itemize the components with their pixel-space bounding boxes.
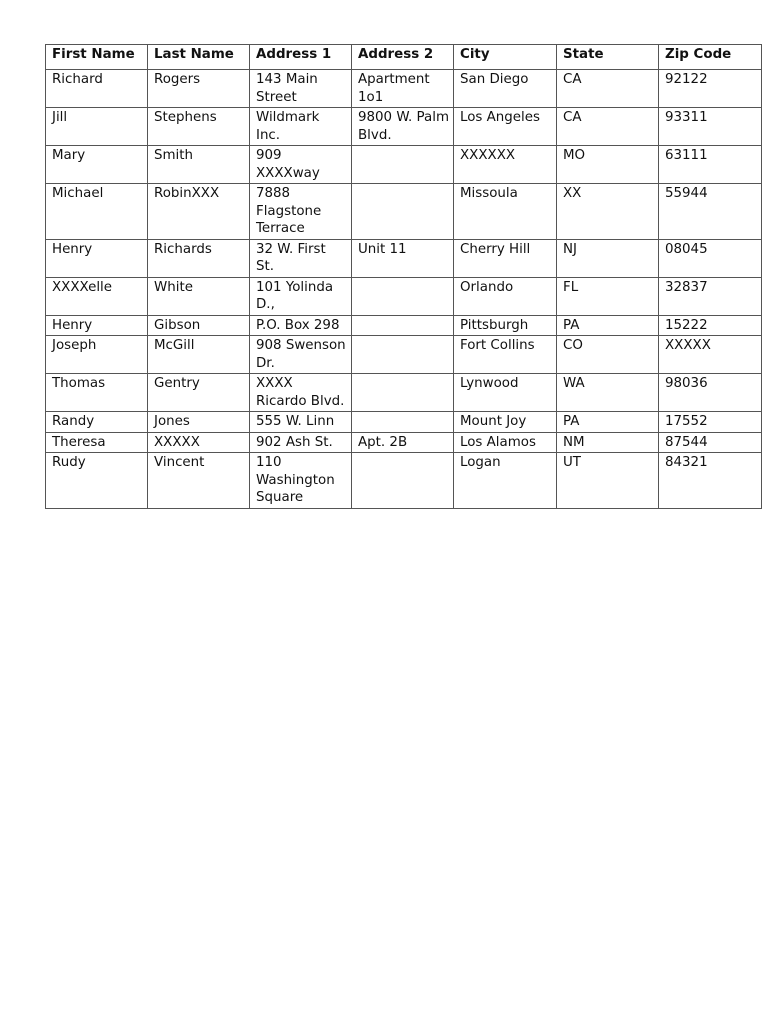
cell-zip-code: 84321 [659, 453, 762, 509]
cell-city: Fort Collins [454, 336, 557, 374]
table-row [46, 146, 762, 184]
cell-address-2 [352, 315, 454, 336]
table-row [46, 453, 762, 509]
cell-zip-code: 63111 [659, 146, 762, 184]
cell-state: CA [557, 70, 659, 108]
cell-state: MO [557, 146, 659, 184]
cell-city: Los Alamos [454, 432, 557, 453]
document-page [45, 44, 761, 509]
cell-last-name: Richards [148, 239, 250, 277]
header-zip-code: Zip Code [659, 45, 762, 70]
cell-first-name: Rudy [46, 453, 148, 509]
cell-city: Logan [454, 453, 557, 509]
cell-zip-code: 15222 [659, 315, 762, 336]
cell-address-2: Unit 11 [352, 239, 454, 277]
cell-last-name: XXXXX [148, 432, 250, 453]
cell-state: UT [557, 453, 659, 509]
cell-zip-code: 55944 [659, 184, 762, 240]
header-city: City [454, 45, 557, 70]
cell-city: San Diego [454, 70, 557, 108]
cell-first-name: Thomas [46, 374, 148, 412]
cell-address-2: Apt. 2B [352, 432, 454, 453]
cell-address-1: 110 Washington Square [250, 453, 352, 509]
cell-first-name: Jill [46, 108, 148, 146]
cell-zip-code: 08045 [659, 239, 762, 277]
table-row [46, 336, 762, 374]
cell-state: NJ [557, 239, 659, 277]
cell-state: PA [557, 315, 659, 336]
cell-first-name: Henry [46, 315, 148, 336]
table-row [46, 315, 762, 336]
cell-first-name: Mary [46, 146, 148, 184]
cell-address-1: P.O. Box 298 [250, 315, 352, 336]
cell-first-name: Michael [46, 184, 148, 240]
cell-city: Orlando [454, 277, 557, 315]
cell-city: Lynwood [454, 374, 557, 412]
cell-last-name: McGill [148, 336, 250, 374]
cell-address-2 [352, 184, 454, 240]
table-row [46, 184, 762, 240]
cell-last-name: Gentry [148, 374, 250, 412]
cell-zip-code: 93311 [659, 108, 762, 146]
cell-last-name: Vincent [148, 453, 250, 509]
cell-last-name: Rogers [148, 70, 250, 108]
cell-address-2: 9800 W. Palm Blvd. [352, 108, 454, 146]
cell-state: NM [557, 432, 659, 453]
cell-last-name: RobinXXX [148, 184, 250, 240]
cell-address-2 [352, 336, 454, 374]
cell-address-1: Wildmark Inc. [250, 108, 352, 146]
cell-city: Cherry Hill [454, 239, 557, 277]
cell-city: Missoula [454, 184, 557, 240]
table-row [46, 374, 762, 412]
cell-address-1: 7888 Flagstone Terrace [250, 184, 352, 240]
cell-address-2 [352, 412, 454, 433]
cell-first-name: Randy [46, 412, 148, 433]
cell-first-name: Henry [46, 239, 148, 277]
cell-city: Los Angeles [454, 108, 557, 146]
cell-address-1: 32 W. First St. [250, 239, 352, 277]
cell-first-name: Theresa [46, 432, 148, 453]
header-address-2: Address 2 [352, 45, 454, 70]
table-row [46, 432, 762, 453]
address-table [45, 44, 762, 509]
cell-address-1: 143 Main Street [250, 70, 352, 108]
cell-city: Mount Joy [454, 412, 557, 433]
table-row [46, 70, 762, 108]
cell-last-name: Gibson [148, 315, 250, 336]
cell-address-1: 909 XXXXway [250, 146, 352, 184]
header-last-name: Last Name [148, 45, 250, 70]
cell-first-name: Richard [46, 70, 148, 108]
cell-address-2 [352, 453, 454, 509]
cell-state: FL [557, 277, 659, 315]
cell-zip-code: 17552 [659, 412, 762, 433]
cell-state: PA [557, 412, 659, 433]
cell-address-1: 902 Ash St. [250, 432, 352, 453]
cell-state: XX [557, 184, 659, 240]
cell-address-1: XXXX Ricardo Blvd. [250, 374, 352, 412]
cell-address-2 [352, 146, 454, 184]
cell-zip-code: 87544 [659, 432, 762, 453]
cell-address-2 [352, 277, 454, 315]
cell-first-name: XXXXelle [46, 277, 148, 315]
cell-zip-code: 98036 [659, 374, 762, 412]
cell-address-1: 908 Swenson Dr. [250, 336, 352, 374]
cell-zip-code: 92122 [659, 70, 762, 108]
cell-last-name: White [148, 277, 250, 315]
cell-state: CO [557, 336, 659, 374]
cell-zip-code: 32837 [659, 277, 762, 315]
cell-address-2 [352, 374, 454, 412]
cell-last-name: Smith [148, 146, 250, 184]
cell-zip-code: XXXXX [659, 336, 762, 374]
table-row [46, 412, 762, 433]
table-row [46, 108, 762, 146]
cell-state: WA [557, 374, 659, 412]
table-row [46, 239, 762, 277]
cell-city: Pittsburgh [454, 315, 557, 336]
cell-first-name: Joseph [46, 336, 148, 374]
cell-last-name: Stephens [148, 108, 250, 146]
header-state: State [557, 45, 659, 70]
table-header-row [46, 45, 762, 70]
cell-address-2: Apartment 1o1 [352, 70, 454, 108]
cell-state: CA [557, 108, 659, 146]
cell-city: XXXXXX [454, 146, 557, 184]
cell-last-name: Jones [148, 412, 250, 433]
header-first-name: First Name [46, 45, 148, 70]
cell-address-1: 101 Yolinda D., [250, 277, 352, 315]
table-row [46, 277, 762, 315]
header-address-1: Address 1 [250, 45, 352, 70]
cell-address-1: 555 W. Linn [250, 412, 352, 433]
